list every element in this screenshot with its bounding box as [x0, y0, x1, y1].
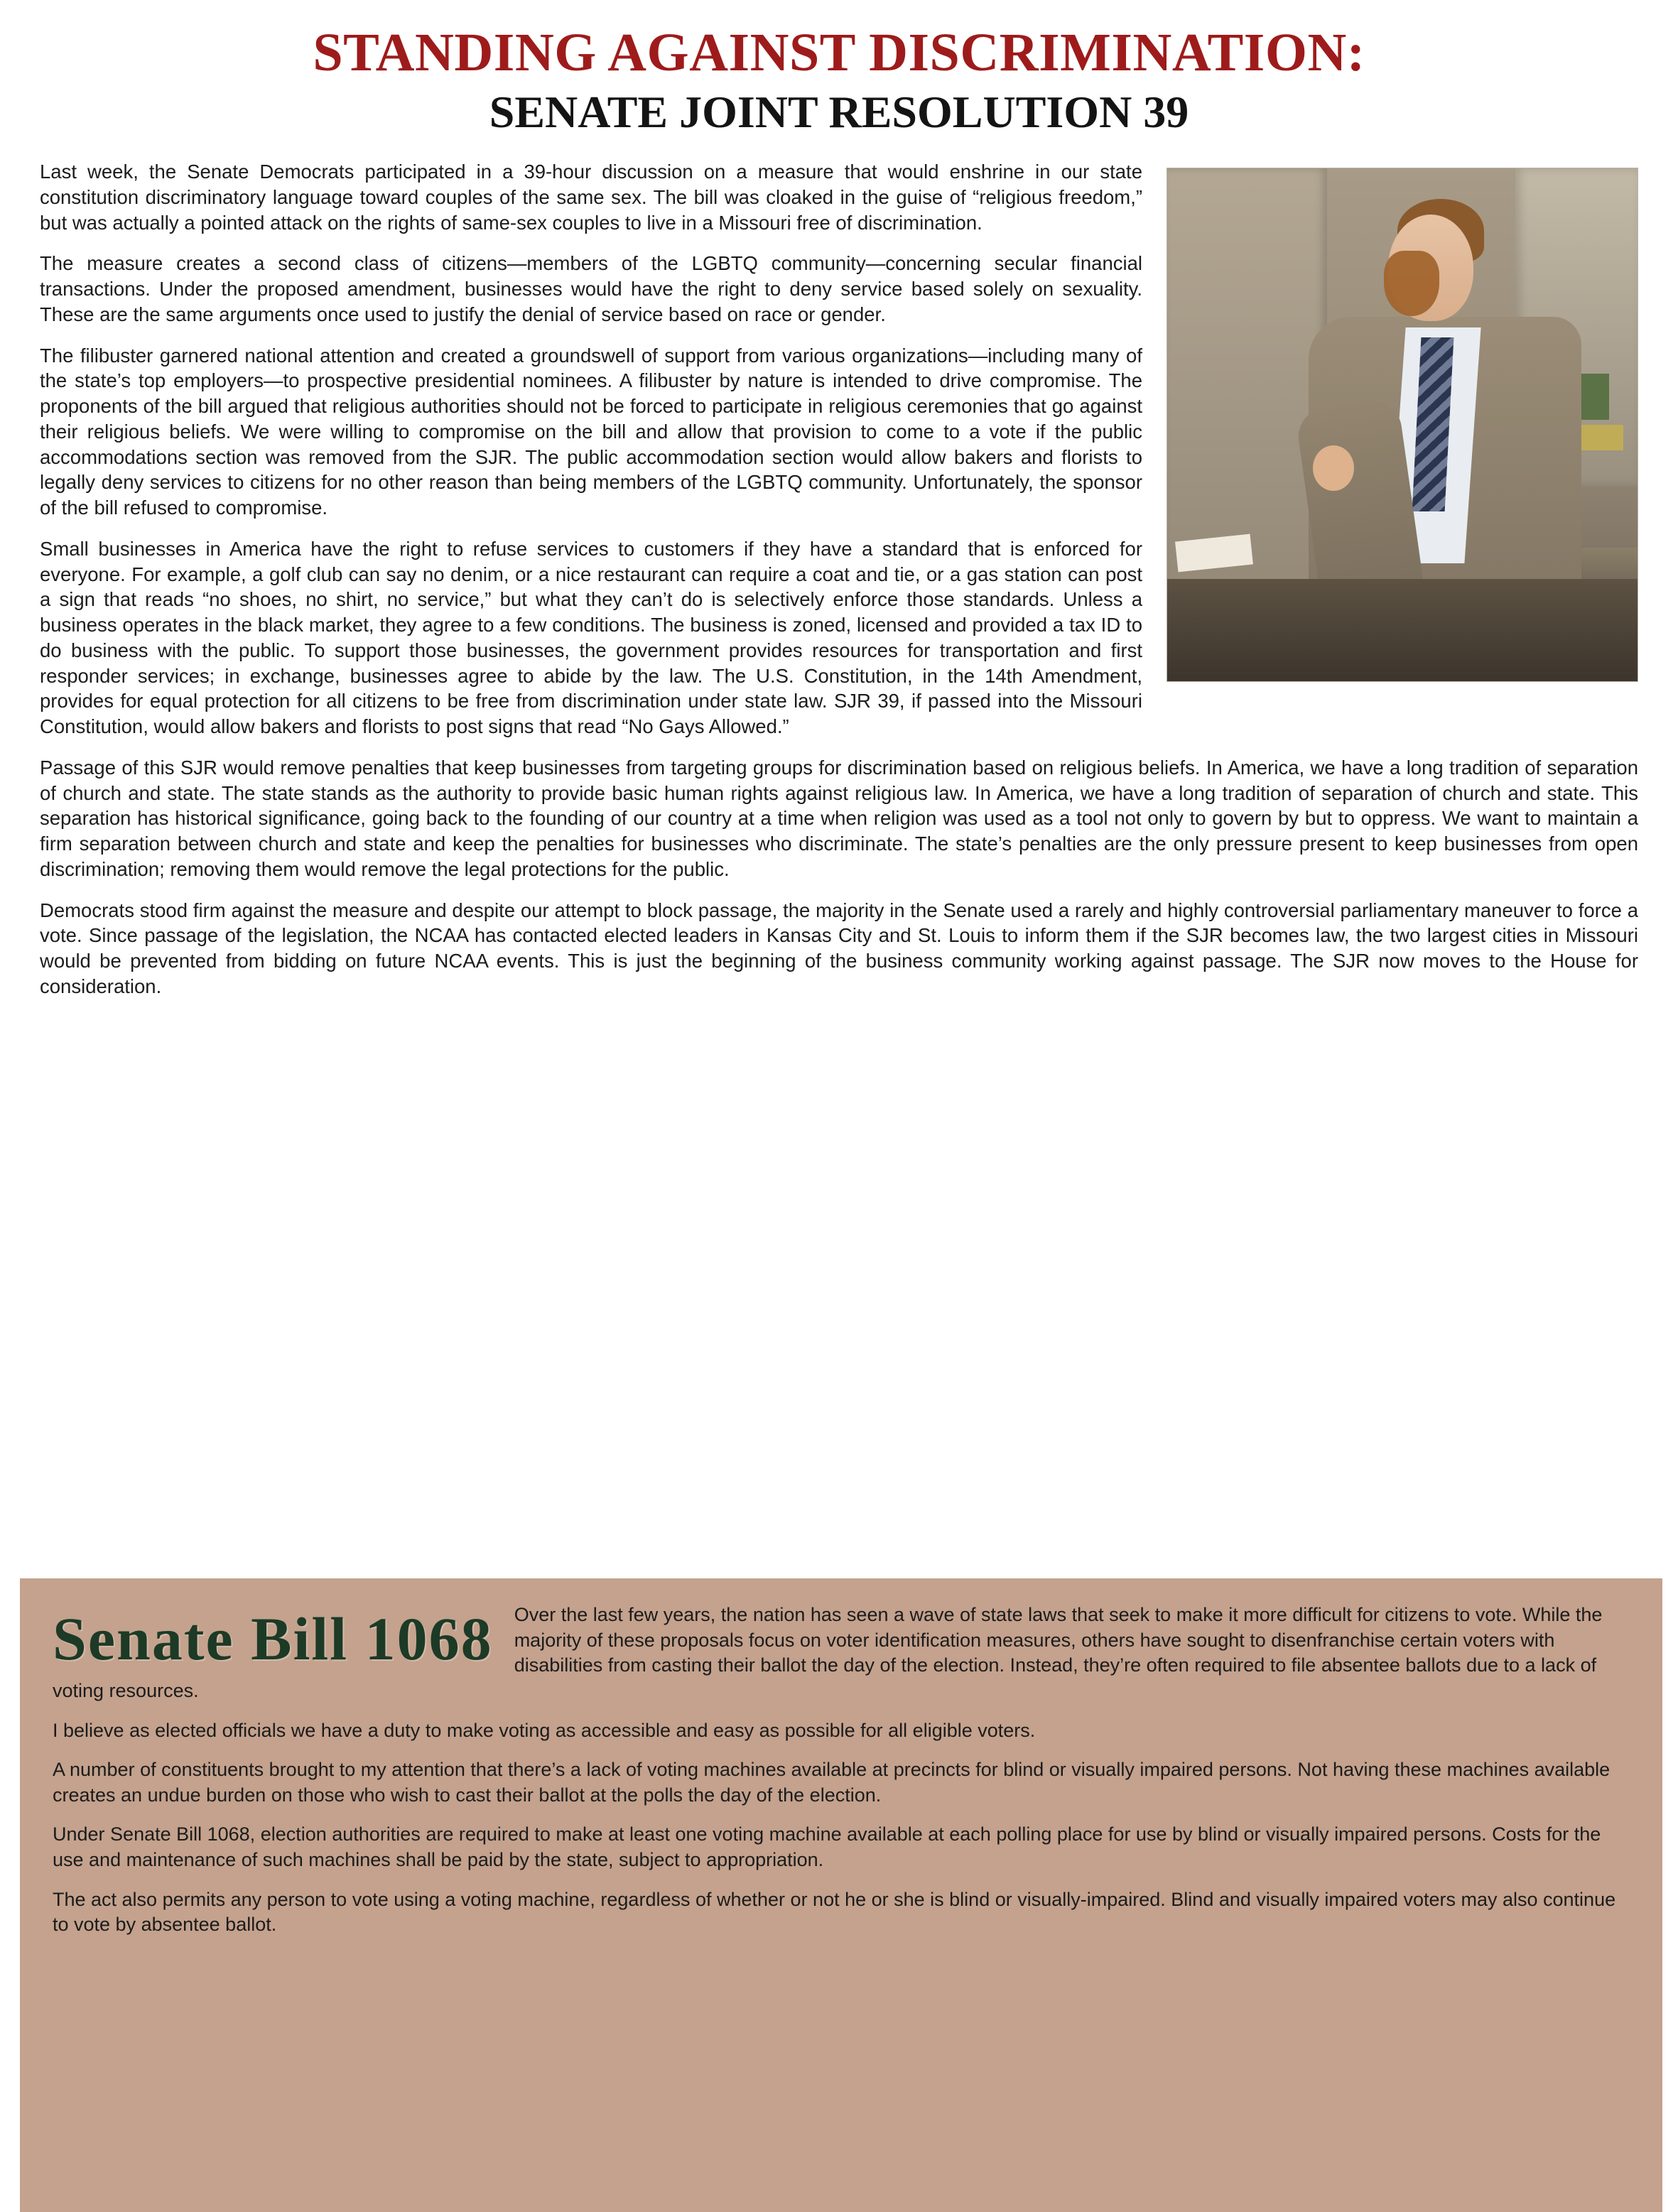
- article-paragraph: The measure creates a second class of citizens—members of the LGBTQ community—concerning secular financial transactions. Under the proposed amendment, businesses would have the right to deny service based solely on sexuality. These are the same arguments once used to justify the denial of service based on race or gender.: [40, 252, 1142, 325]
- senate-bill-1068-section: [20, 1578, 1662, 2212]
- photo-beard: [1384, 251, 1439, 316]
- photo-hand: [1313, 445, 1354, 491]
- article-paragraph: Democrats stood firm against the measure and despite our attempt to block passage, the majority in the Senate used a rarely and highly controversial parliamentary maneuver to force a vote. Since passage of the legislation, the NCAA has contacted elected leaders in Kansas City and St. Louis to inform them if the SJR becomes law, the two largest cities in Missouri would be prevented from bidding on future NCAA events. This is just the beginning of the business community working against passage. The SJR now moves to the House for consideration.: [40, 899, 1638, 997]
- page-header: [0, 0, 1678, 141]
- article-paragraph: Passage of this SJR would remove penalties that keep businesses from targeting groups for discrimination based on religious beliefs. In America, we have a long tradition of separation of church and state. The state stands as the authority to provide basic human rights against religious law. In America, we have a long tradition of separation of church and state. This separation has historical significance, going back to the founding of our country at a time when religion was used as a tool not only to govern by but to oppress. We want to maintain a firm separation between church and state and keep the penalties for businesses who discriminate. The state’s penalties are the only pressure present to keep businesses from open discrimination; removing them would remove the legal protections for the public.: [40, 756, 1638, 880]
- senate-bill-paragraph: The act also permits any person to vote using a voting machine, regardless of whether or not he or she is blind or visually-impaired. Blind and visually impaired voters may also continue to vote by absentee ballot.: [53, 1888, 1616, 1936]
- senator-photo: [1167, 168, 1638, 682]
- senate-bill-title: Senate Bill 1068: [53, 1605, 493, 1673]
- article-body: [0, 141, 1678, 999]
- page-title: STANDING AGAINST DISCRIMINATION:: [313, 23, 1365, 82]
- article-paragraph: Last week, the Senate Democrats participated in a 39-hour discussion on a measure that would enshrine in our state constitution discriminatory language toward couples of the same sex. The bill was cloaked in the guise of “religious freedom,” but was actually a pointed attack on the rights of same-sex couples to live in a Missouri free of discrimination.: [40, 161, 1142, 234]
- senate-bill-paragraph: Over the last few years, the nation has seen a wave of state laws that seek to make it more difficult for citizens to vote. While the majority of these proposals focus on voter identification measures, others have sought to disenfranchise certain voters with disabilities from casting their ballot the day of the election. Instead, they’re often required to file absentee ballots due to a lack of voting resources.: [53, 1604, 1603, 1701]
- photo-desk-front: [1167, 579, 1638, 681]
- page-subtitle: SENATE JOINT RESOLUTION 39: [489, 87, 1189, 137]
- senate-bill-paragraph: Under Senate Bill 1068, election authorities are required to make at least one voting machine available at each polling place for use by blind or visually impaired persons. Costs for the use and maintenance of such machines shall be paid by the state, subject to appropriation.: [53, 1823, 1601, 1870]
- senate-bill-paragraph: I believe as elected officials we have a duty to make voting as accessible and easy as possible for all eligible voters.: [53, 1719, 1036, 1741]
- article-paragraph: The filibuster garnered national attention and created a groundswell of support from various organizations—including many of the state’s top employers—to prospective presidential nominees. A filibuster by nature is intended to drive compromise. The proponents of the bill argued that religious authorities should not be forced to participate in religious ceremonies that go against their religious beliefs. We were willing to compromise on the bill and allow that provision to come to a vote if the public accommodations section was removed from the SJR. The public accommodation section would allow bakers and florists to legally deny services to citizens for no other reason than being members of the LGBTQ community. Unfortunately, the sponsor of the bill refused to compromise.: [40, 344, 1142, 519]
- senate-bill-paragraph: A number of constituents brought to my attention that there’s a lack of voting machines available at precincts for blind or visually impaired persons. Not having these machines available creates an undue burden on those who wish to cast their ballot at the polls the day of the election.: [53, 1759, 1611, 1806]
- article-paragraph: Small businesses in America have the right to refuse services to customers if they have a standard that is enforced for everyone. For example, a golf club can say no denim, or a nice restaurant can require a coat and tie, or a gas station can post a sign that reads “no shoes, no shirt, no service,” but what they can’t do is selectively enforce those standards. Unless a business operates in the black market, they agree to a few conditions. The business is zoned, licensed and provided a tax ID to do business with the public. To support those businesses, the government provides resources for transportation and first responder services; in exchange, businesses agree to abide by the law. The U.S. Constitution, in the 14th Amendment, provides for equal protection for all citizens to be free from discrimination under state law. SJR 39, if passed into the Missouri Constitution, would allow bakers and florists to post signs that read “No Gays Allowed.”: [40, 537, 1142, 737]
